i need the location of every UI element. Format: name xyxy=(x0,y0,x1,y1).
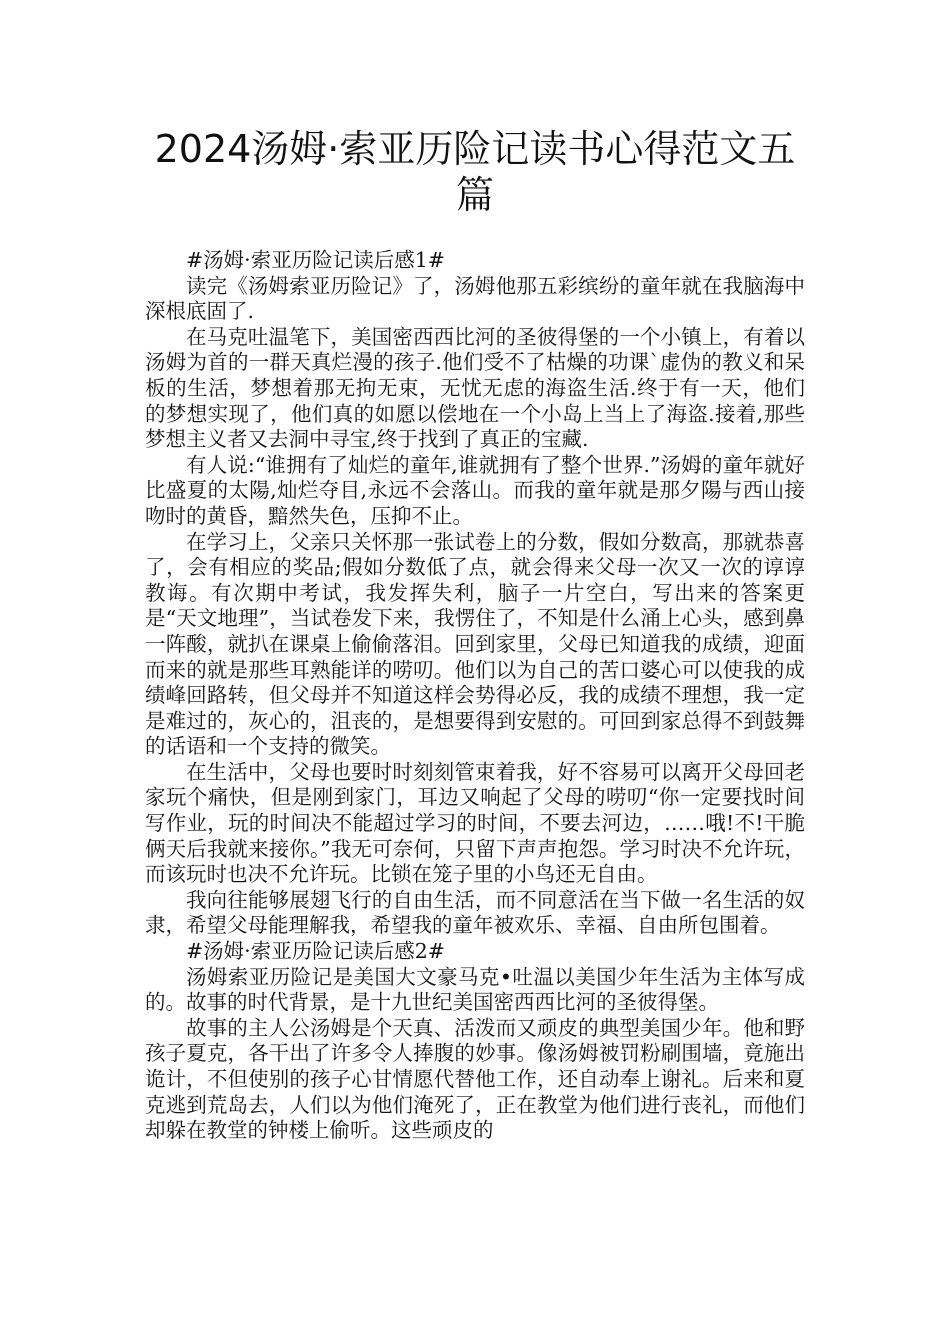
paragraph: 在马克吐温笔下，美国密西西比河的圣彼得堡的一个小镇上，有着以汤姆为首的一群天真烂漫的孩子.他们受不了枯燥的功课`虚伪的教义和呆板的生活，梦想着那无拘无束，无忧无虑的海盗生活.终于有一天，他们的梦想实现了，他们真的如愿以偿地在一个小岛上当上了海盗.接着,那些梦想主义者又去洞中寻宝,终于找到了真正的宝藏. xyxy=(145,324,805,452)
paragraph: 在生活中，父母也要时时刻刻管束着我，好不容易可以离开父母回老家玩个痛快，但是刚到家门，耳边又响起了父母的唠叨“你一定要找时间写作业，玩的时间决不能超过学习的时间，不要去河边，……哦!不!干脆俩天后我就来接你。”我无可奈何，只留下声声抱怨。学习时决不允许玩，而该玩时也决不允许玩。比锁在笼子里的小鸟还无自由。 xyxy=(145,759,805,887)
document-title: 2024汤姆·索亚历险记读书心得范文五篇 xyxy=(154,127,796,217)
paragraph: 在学习上，父亲只关怀那一张试卷上的分数，假如分数高，那就恭喜了，会有相应的奖品;假如分数低了点，就会得来父母一次又一次的谆谆教诲。有次期中考试，我发挥失利，脑子一片空白，写出来的答案更是“天文地理”，当试卷发下来，我愣住了，不知是什么涌上心头，感到鼻一阵酸，就扒在课桌上偷偷落泪。回到家里，父母已知道我的成绩，迎面而来的就是那些耳熟能详的唠叨。他们以为自己的苦口婆心可以使我的成绩峰回路转，但父母并不知道这样会势得必反，我的成绩不理想，我一定是难过的，灰心的，沮丧的，是想要得到安慰的。可回到家总得不到鼓舞的话语和一个支持的微笑。 xyxy=(145,529,805,759)
document-body xyxy=(145,248,805,1144)
paragraph: 汤姆索亚历险记是美国大文豪马克•吐温以美国少年生活为主体写成的。故事的时代背景，是十九世纪美国密西西比河的圣彼得堡。 xyxy=(145,964,805,1015)
paragraph: 故事的主人公汤姆是个天真、活泼而又顽皮的典型美国少年。他和野孩子夏克，各干出了许多令人捧腹的妙事。像汤姆被罚粉刷围墙，竟施出诡计，不但使别的孩子心甘情愿代替他工作，还自动奉上谢礼。后来和夏克逃到荒岛去，人们以为他们淹死了，正在教堂为他们进行丧礼，而他们却躲在教堂的钟楼上偷听。这些顽皮的 xyxy=(145,1015,805,1143)
paragraph: 读完《汤姆索亚历险记》了，汤姆他那五彩缤纷的童年就在我脑海中深根底固了. xyxy=(145,273,805,324)
section-heading-1: #汤姆·索亚历险记读后感1# xyxy=(186,248,445,272)
paragraph: 我向往能够展翅飞行的自由生活，而不同意活在当下做一名生活的奴隶，希望父母能理解我，希望我的童年被欢乐、幸福、自由所包围着。 xyxy=(145,887,805,938)
paragraph: 有人说:“谁拥有了灿烂的童年,谁就拥有了整个世界.”汤姆的童年就好比盛夏的太陽,灿烂夺目,永远不会落山。而我的童年就是那夕陽与西山接吻时的黄昏，黯然失色，压抑不止。 xyxy=(145,452,805,528)
section-heading-2: #汤姆·索亚历险记读后感2# xyxy=(186,939,445,964)
